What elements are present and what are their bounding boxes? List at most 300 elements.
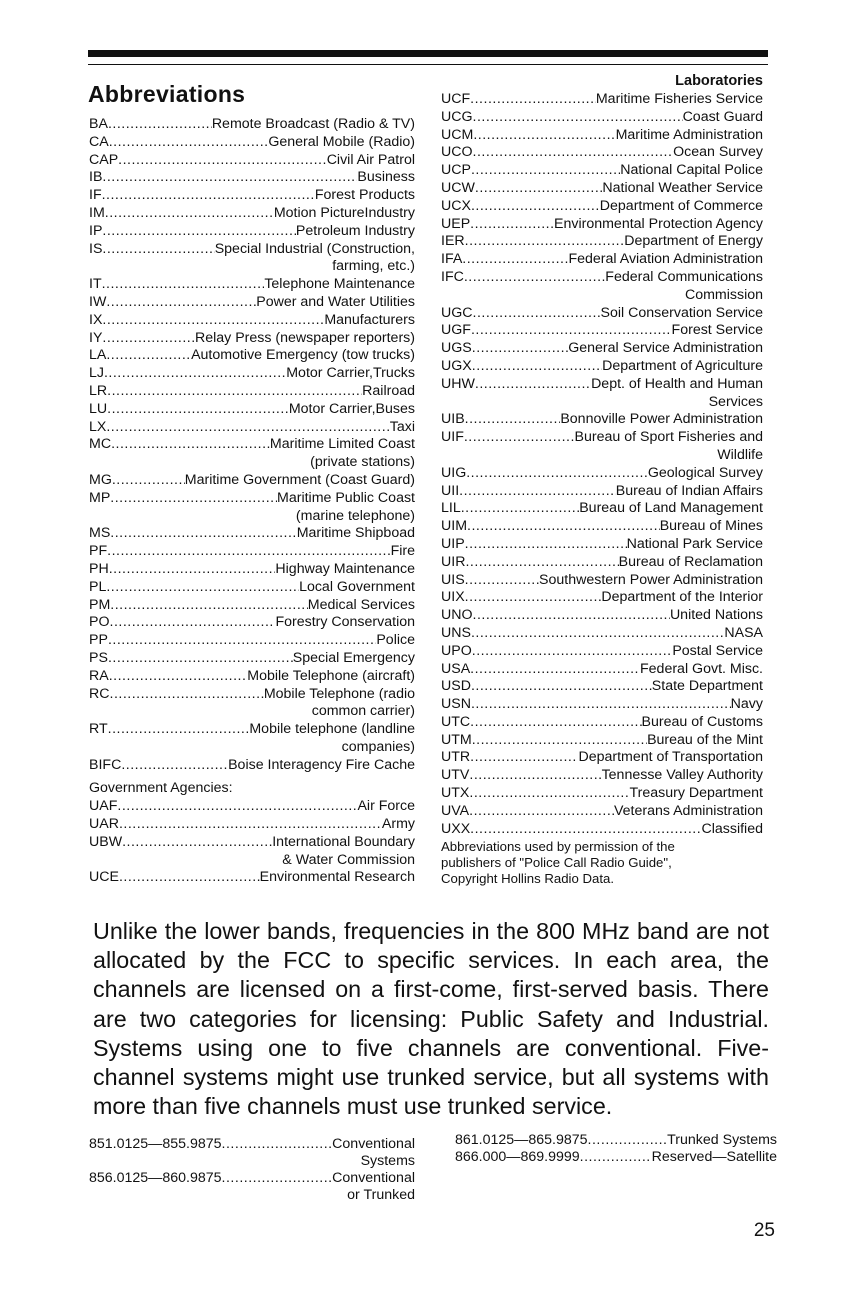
dot-leader: [471, 696, 731, 714]
dot-leader: [105, 205, 274, 223]
abbreviation-entry: [441, 500, 763, 518]
abbreviation-entry: [441, 732, 763, 750]
entry-description: Relay Press (newspaper reporters): [195, 329, 415, 346]
dot-leader: [109, 668, 248, 686]
entry-description-continued: companies): [341, 738, 415, 755]
dot-leader: [117, 798, 357, 816]
abbreviation-entry: [89, 276, 415, 294]
entry-description-continued: farming, etc.): [332, 258, 415, 275]
entry-code: IY: [89, 329, 103, 346]
entry-code: IM: [89, 204, 105, 221]
dot-leader: [473, 127, 615, 145]
dot-leader: [475, 376, 591, 394]
entry-description-continued: (private stations): [310, 454, 415, 471]
entry-description: Mobile Telephone (aircraft): [247, 667, 415, 684]
dot-leader: [108, 116, 212, 134]
abbreviation-entry: [441, 589, 763, 607]
dot-leader: [470, 714, 641, 732]
dot-leader: [462, 251, 568, 269]
entry-description: Coast Guard: [682, 108, 763, 125]
entry-code: IF: [89, 187, 102, 204]
abbreviation-entry: [441, 554, 763, 572]
abbreviation-entry: [89, 1170, 415, 1187]
entry-description: Bureau of Mines: [659, 518, 763, 535]
body-paragraph: Unlike the lower bands, frequencies in the 800 MHz band are not allocated by the FCC to specific services. In each area, the channels are licensed on a first-come, first-served basis. There are two categories for licensing: Public Safety and Industrial. Systems using one to five channels are conventional. Five-channel systems might use trunked service, but all systems with more than five channels must use trunked service.: [93, 918, 769, 1120]
dot-leader: [102, 187, 315, 205]
left-abbreviation-column: [89, 116, 415, 887]
entry-description: Maritime Administration: [615, 126, 763, 143]
entry-code: UCP: [441, 162, 471, 179]
entry-code: UTV: [441, 767, 470, 784]
abbreviation-entry: [441, 625, 763, 643]
dot-leader: [102, 276, 265, 294]
abbreviation-entry: [89, 757, 415, 775]
entry-code: CA: [89, 133, 109, 150]
entry-description: Taxi: [389, 418, 415, 435]
entry-description: Petroleum Industry: [295, 222, 415, 239]
entry-code: UIF: [441, 429, 464, 446]
dot-leader: [465, 554, 618, 572]
entry-code: UCM: [441, 126, 474, 143]
dot-leader: [119, 869, 260, 887]
dot-leader: [459, 483, 616, 501]
entry-code: IS: [89, 240, 103, 257]
entry-code: 866.000—869.9999: [455, 1149, 580, 1165]
dot-leader: [469, 785, 629, 803]
dot-leader: [106, 347, 191, 365]
entry-description: Maritime Public Coast: [277, 489, 415, 506]
entry-code: CAP: [89, 151, 119, 168]
entry-code: LX: [89, 418, 107, 435]
entry-description: Highway Maintenance: [275, 560, 415, 577]
entry-code: MS: [89, 525, 111, 542]
dot-leader: [111, 436, 270, 454]
abbreviation-entry: [89, 347, 415, 365]
entry-description-continued: Services: [708, 393, 763, 410]
entry-code: UIP: [441, 535, 465, 552]
entry-description: Soil Conservation Service: [600, 304, 763, 321]
entry-description: Federal Govt. Misc.: [640, 660, 763, 677]
abbreviation-entry: [89, 134, 415, 152]
dot-leader: [471, 625, 724, 643]
entry-description: Dept. of Health and Human: [591, 375, 763, 392]
abbreviation-entry: [89, 330, 415, 348]
entry-code: IFA: [441, 251, 463, 268]
abbreviation-entry: [89, 561, 415, 579]
entry-code: USD: [441, 678, 471, 695]
entry-code: MC: [89, 436, 112, 453]
entry-code: PO: [89, 614, 110, 631]
entry-code: 856.0125—860.9875: [89, 1170, 222, 1186]
entry-description: Bureau of Land Management: [579, 500, 763, 517]
abbreviation-entry: [89, 312, 415, 330]
entry-description: Department of the Interior: [601, 589, 763, 606]
entry-code: UXX: [441, 820, 471, 837]
entry-code: UAF: [89, 798, 118, 815]
abbreviation-entry: [441, 180, 763, 198]
abbreviation-entry: [89, 798, 415, 816]
dot-leader: [465, 233, 625, 251]
entry-code: RT: [89, 721, 108, 738]
abbreviation-entry: [441, 518, 763, 536]
dot-leader: [102, 169, 357, 187]
dot-leader: [112, 472, 185, 490]
entry-code: IP: [89, 222, 103, 239]
dot-leader: [106, 579, 299, 597]
entry-code: UGX: [441, 357, 472, 374]
top-rule-thin: [88, 64, 768, 65]
abbreviation-entry: [441, 198, 763, 216]
entry-code: PS: [89, 649, 108, 666]
entry-code: UNO: [441, 607, 473, 624]
entry-description-continued: & Water Commission: [282, 851, 415, 868]
entry-description: Remote Broadcast (Radio & TV): [211, 116, 415, 132]
entry-code: PM: [89, 596, 111, 613]
abbreviation-entry: [89, 187, 415, 205]
abbreviation-entry: [441, 162, 763, 180]
entry-code: 851.0125—855.9875: [89, 1136, 222, 1152]
dot-leader: [472, 340, 568, 358]
entry-code: LA: [89, 347, 107, 364]
entry-description: Bureau of Sport Fisheries and: [574, 429, 763, 446]
abbreviation-entry: [455, 1149, 777, 1166]
entry-code: LU: [89, 400, 108, 417]
abbreviation-entry: [89, 169, 415, 187]
abbreviation-entry: [441, 340, 763, 358]
abbreviation-entry: [441, 109, 763, 127]
entry-description: Mobile telephone (landline: [249, 721, 415, 738]
abbreviation-entry: [89, 383, 415, 401]
entry-code: UGF: [441, 322, 471, 339]
entry-code: UCW: [441, 179, 475, 196]
top-rule-thick: [88, 50, 768, 57]
dot-leader: [470, 749, 578, 767]
dot-leader: [472, 732, 647, 750]
entry-code: PP: [89, 632, 108, 649]
entry-code: LJ: [89, 365, 104, 382]
entry-description: Treasury Department: [629, 785, 763, 802]
abbreviation-entry: [441, 216, 763, 234]
abbreviation-entry: [441, 251, 763, 269]
entry-description: Veterans Administration: [613, 802, 763, 819]
entry-code: UAR: [89, 816, 119, 833]
abbreviation-entry: [89, 223, 415, 241]
entry-description: Postal Service: [672, 642, 763, 659]
entry-description: Conventional: [332, 1170, 415, 1186]
entry-code: BA: [89, 116, 108, 132]
entry-description: Bonnoville Power Administration: [560, 411, 763, 428]
dot-leader: [469, 767, 601, 785]
abbreviation-entry: [441, 785, 763, 803]
entry-description: NASA: [724, 624, 763, 641]
dot-leader: [110, 525, 296, 543]
entry-description-continued: Systems: [360, 1153, 415, 1169]
entry-code: BIFC: [89, 756, 122, 773]
entry-description: Special Industrial (Construction,: [214, 240, 415, 257]
entry-description: Telephone Maintenance: [264, 276, 415, 293]
dot-leader: [107, 401, 289, 419]
entry-code: UNS: [441, 624, 471, 641]
entry-description: Power and Water Utilities: [256, 293, 415, 310]
entry-code: UBW: [89, 833, 123, 850]
dot-leader: [102, 241, 214, 259]
notice-line: Abbreviations used by permission of the: [441, 839, 675, 855]
dot-leader: [108, 650, 293, 668]
entry-code: UTM: [441, 731, 472, 748]
entry-code: UIR: [441, 553, 466, 570]
entry-code: UIX: [441, 589, 465, 606]
entry-description: Navy: [730, 696, 763, 713]
abbreviation-entry: [441, 803, 763, 821]
entry-description: Local Government: [299, 578, 415, 595]
entry-code: UPO: [441, 642, 472, 659]
entry-code: USN: [441, 696, 471, 713]
dot-leader: [119, 816, 382, 834]
abbreviation-entry: [89, 721, 415, 739]
abbreviation-entry: [89, 668, 415, 686]
abbreviation-entry: [441, 429, 763, 447]
entry-code: IB: [89, 169, 103, 186]
notice-line: Copyright Hollins Radio Data.: [441, 870, 614, 886]
entry-description: Department of Agriculture: [602, 357, 763, 374]
entry-description-continued: or Trunked: [347, 1187, 415, 1203]
entry-code: PF: [89, 543, 108, 560]
permission-notice: [441, 839, 763, 886]
entry-code: LIL: [441, 500, 461, 517]
abbreviation-entry: [441, 536, 763, 554]
abbreviation-entry: [89, 525, 415, 543]
dot-leader: [465, 411, 561, 429]
entry-description: Maritime Limited Coast: [269, 436, 415, 453]
dot-leader: [471, 322, 672, 340]
entry-code: UCE: [89, 869, 119, 886]
abbreviation-entry: [89, 686, 415, 704]
abbreviation-entry: [441, 91, 763, 109]
abbreviation-entry: [441, 483, 763, 501]
dot-leader: [102, 312, 324, 330]
entry-code: LR: [89, 382, 108, 399]
entry-description: Maritime Shipboad: [296, 525, 415, 542]
dot-leader: [470, 821, 701, 839]
abbreviation-entry: [89, 294, 415, 312]
dot-leader: [470, 216, 554, 234]
dot-leader: [107, 383, 362, 401]
entry-description: Mobile Telephone (radio: [263, 685, 415, 702]
abbreviation-entry: [441, 607, 763, 625]
abbreviation-entry: [89, 834, 415, 852]
entry-description: Geological Survey: [647, 464, 763, 481]
abbreviation-entry: [455, 1132, 777, 1149]
service-abbreviation-list: [89, 116, 415, 774]
abbreviation-entry: [441, 269, 763, 287]
dot-leader: [471, 162, 620, 180]
entry-description-continued: Commission: [684, 286, 763, 303]
entry-code: UTR: [441, 749, 471, 766]
dot-leader: [588, 1132, 668, 1149]
abbreviation-entry: [441, 233, 763, 251]
abbreviation-entry: [441, 358, 763, 376]
entry-description: State Department: [651, 678, 763, 695]
entry-description: Department of Transportation: [578, 749, 763, 766]
dot-leader: [108, 632, 376, 650]
entry-description: Boise Interagency Fire Cache: [228, 756, 415, 773]
entry-code: UIS: [441, 571, 465, 588]
frequency-list-left: [89, 1136, 415, 1204]
entry-description: Special Emergency: [292, 649, 415, 666]
entry-description: Business: [357, 169, 415, 186]
dot-leader: [121, 757, 228, 775]
dot-leader: [465, 572, 539, 590]
entry-description: Army: [381, 816, 415, 833]
dot-leader: [102, 223, 296, 241]
entry-description: Reserved—Satellite: [651, 1149, 777, 1165]
abbreviation-entry: [441, 821, 763, 839]
entry-code: MP: [89, 489, 111, 506]
page-title: Abbreviations: [88, 81, 246, 107]
abbreviation-entry: [441, 661, 763, 679]
agency-abbreviation-list: [441, 91, 763, 838]
dot-leader: [464, 269, 605, 287]
entry-code: UIB: [441, 411, 465, 428]
dot-leader: [222, 1170, 333, 1187]
frequency-list-right: [455, 1132, 777, 1166]
frequency-range-list: [455, 1132, 777, 1166]
entry-code: UCO: [441, 144, 473, 161]
abbreviation-entry: [441, 714, 763, 732]
entry-code: USA: [441, 660, 471, 677]
entry-description: Air Force: [357, 798, 415, 815]
entry-description: National Weather Service: [602, 179, 763, 196]
abbreviation-entry: [441, 411, 763, 429]
government-agency-list: [89, 798, 415, 887]
entry-code: IT: [89, 276, 102, 293]
entry-code: RA: [89, 667, 109, 684]
abbreviation-entry: [89, 490, 415, 508]
entry-code: IER: [441, 233, 465, 250]
entry-description: Department of Commerce: [599, 197, 763, 214]
dot-leader: [473, 607, 670, 625]
abbreviation-entry: [89, 205, 415, 223]
entry-description: Classified: [701, 820, 763, 837]
dot-leader: [110, 490, 277, 508]
right-abbreviation-column: [441, 91, 763, 886]
dot-leader: [110, 614, 276, 632]
entry-description: Forestry Conservation: [275, 614, 415, 631]
frequency-range-list: [89, 1136, 415, 1204]
entry-description: Bureau of Indian Affairs: [615, 482, 763, 499]
abbreviation-entry: [89, 472, 415, 490]
abbreviation-entry: [89, 614, 415, 632]
entry-description: Forest Service: [671, 322, 763, 339]
dot-leader: [108, 721, 250, 739]
abbreviation-entry: [89, 869, 415, 887]
dot-leader: [222, 1136, 333, 1153]
entry-description: Federal Aviation Administration: [568, 251, 763, 268]
dot-leader: [466, 465, 648, 483]
dot-leader: [470, 661, 640, 679]
dot-leader: [473, 144, 674, 162]
abbreviation-entry: [89, 579, 415, 597]
abbreviation-entry: [441, 465, 763, 483]
entry-description: Fire: [390, 543, 415, 560]
abbreviation-entry: [441, 305, 763, 323]
government-agencies-heading: Government Agencies:: [89, 780, 233, 797]
abbreviation-entry: [89, 419, 415, 437]
entry-description: Motion PictureIndustry: [273, 204, 415, 221]
entry-description: Railroad: [362, 382, 415, 399]
laboratories-heading: Laboratories: [675, 73, 763, 89]
dot-leader: [475, 180, 603, 198]
abbreviation-entry: [89, 365, 415, 383]
dot-leader: [102, 330, 195, 348]
entry-code: MG: [89, 471, 112, 488]
entry-description: Federal Communications: [605, 268, 763, 285]
entry-description: Bureau of Customs: [641, 713, 763, 730]
dot-leader: [110, 597, 307, 615]
entry-description: Southwestern Power Administration: [539, 571, 763, 588]
abbreviation-entry: [89, 650, 415, 668]
entry-code: IX: [89, 311, 103, 328]
dot-leader: [109, 561, 276, 579]
dot-leader: [580, 1149, 652, 1166]
dot-leader: [473, 109, 683, 127]
entry-description: General Service Administration: [568, 340, 763, 357]
abbreviation-entry: [89, 597, 415, 615]
entry-code: UVA: [441, 802, 470, 819]
abbreviation-entry: [441, 767, 763, 785]
entry-code: UCF: [441, 91, 471, 107]
abbreviation-entry: [89, 152, 415, 170]
entry-code: UIM: [441, 518, 468, 535]
entry-description: Tennesse Valley Authority: [601, 767, 763, 784]
abbreviation-entry: [441, 322, 763, 340]
entry-description: Maritime Government (Coast Guard): [184, 471, 415, 488]
dot-leader: [470, 91, 596, 109]
entry-description: Forest Products: [314, 187, 415, 204]
page-number: 25: [753, 1220, 775, 1241]
entry-description: National Capital Police: [620, 162, 763, 179]
dot-leader: [122, 834, 272, 852]
entry-description: Civil Air Patrol: [326, 151, 415, 168]
entry-code: UTX: [441, 785, 470, 802]
abbreviation-entry: [89, 401, 415, 419]
abbreviation-entry: [441, 643, 763, 661]
entry-description: General Mobile (Radio): [268, 133, 415, 150]
entry-description: Environmental Protection Agency: [554, 215, 763, 232]
notice-line: publishers of "Police Call Radio Guide",: [441, 855, 672, 871]
entry-code: UGS: [441, 340, 472, 357]
dot-leader: [467, 518, 660, 536]
entry-code: 861.0125—865.9875: [455, 1132, 588, 1148]
abbreviation-entry: [89, 116, 415, 134]
entry-code: IW: [89, 293, 107, 310]
abbreviation-entry: [89, 632, 415, 650]
entry-description: National Park Service: [626, 535, 763, 552]
abbreviation-entry: [441, 376, 763, 394]
entry-description: Department of Energy: [624, 233, 763, 250]
entry-description: Environmental Research: [259, 869, 415, 886]
dot-leader: [106, 294, 256, 312]
entry-description: Ocean Survey: [673, 144, 763, 161]
entry-description: Trunked Systems: [667, 1132, 777, 1148]
entry-code: PH: [89, 560, 109, 577]
dot-leader: [461, 500, 579, 518]
dot-leader: [118, 152, 327, 170]
abbreviation-entry: [441, 749, 763, 767]
dot-leader: [472, 358, 602, 376]
dot-leader: [464, 429, 575, 447]
entry-code: UIG: [441, 464, 467, 481]
